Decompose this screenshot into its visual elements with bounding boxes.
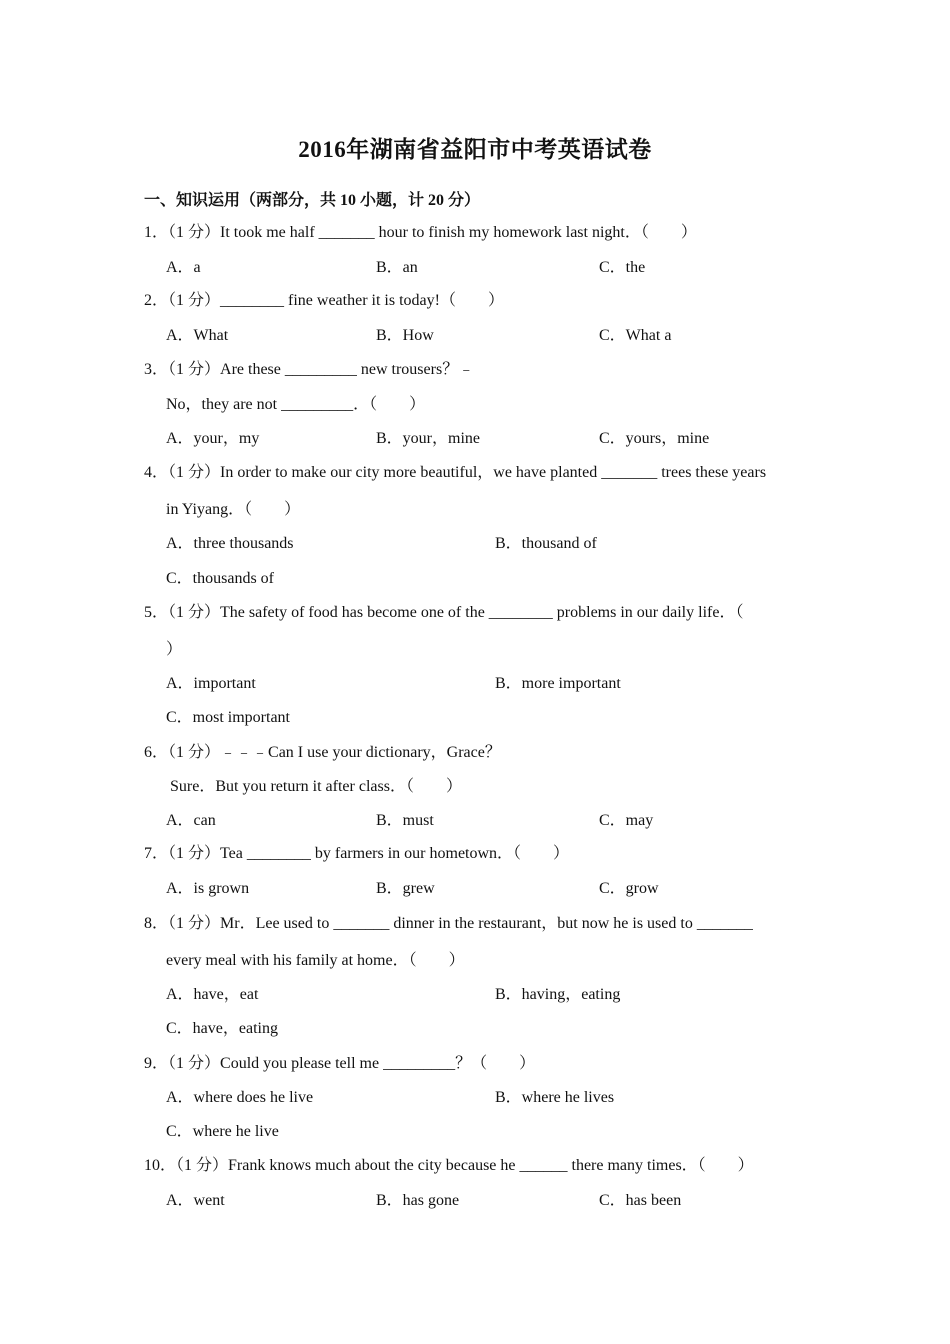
question-number: 9．: [144, 1055, 169, 1072]
question-8: [144, 913, 753, 935]
option-a: A．can: [166, 812, 216, 829]
question-6-line-2: Sure．But you return it after class．（ ）: [170, 778, 462, 795]
question-number: 7．: [144, 845, 169, 862]
option-a: A．have，eat: [166, 986, 259, 1003]
option-b: B．where he lives: [495, 1089, 615, 1106]
option-c: C．What a: [599, 327, 672, 344]
option-c: C．thousands of: [166, 570, 275, 587]
option-b: B．must: [376, 812, 434, 829]
question-3-line-2: No，they are not _________．（ ）: [166, 396, 426, 413]
question-5-line-2: ）: [166, 641, 183, 658]
option-a: A．went: [166, 1192, 225, 1209]
question-8-line-2: every meal with his family at home．（ ）: [166, 952, 465, 969]
question-number: 3．: [144, 361, 169, 378]
question-number: 10．: [144, 1157, 177, 1174]
question-1: [144, 222, 697, 244]
option-b: B．grew: [376, 880, 435, 897]
question-9: [144, 1053, 535, 1075]
question-number: 2．: [144, 292, 169, 309]
option-b: B．having，eating: [495, 986, 621, 1003]
question-text: （1 分）﹣﹣﹣Can I use your dictionary，Grace？: [168, 744, 501, 761]
option-a: A．important: [166, 675, 256, 692]
question-text: （1 分）In order to make our city more beautiful，we have planted _______ trees these years: [168, 464, 767, 481]
option-b: B．more important: [495, 675, 621, 692]
option-c: C．may: [599, 812, 654, 829]
question-10: [144, 1155, 754, 1177]
option-c: C．have，eating: [166, 1020, 278, 1037]
option-c: C．grow: [599, 880, 659, 897]
question-text: （1 分）It took me half _______ hour to finish my homework last night．（ ）: [168, 224, 697, 241]
option-a: A．What: [166, 327, 229, 344]
option-b: B．your，mine: [376, 430, 480, 447]
option-c: C．most important: [166, 709, 291, 726]
option-c: C．has been: [599, 1192, 682, 1209]
question-4-line-2: in Yiyang．（ ）: [166, 501, 301, 518]
option-b: B．an: [376, 259, 418, 276]
question-text: （1 分）Frank knows much about the city because he ______ there many times．（ ）: [176, 1157, 754, 1174]
question-number: 1．: [144, 224, 169, 241]
question-text: （1 分）Are these _________ new trousers？﹣: [168, 361, 475, 378]
option-c: C．the: [599, 259, 646, 276]
question-number: 5．: [144, 604, 169, 621]
option-a: A．a: [166, 259, 201, 276]
option-c: C．yours，mine: [599, 430, 710, 447]
option-a: A．is grown: [166, 880, 250, 897]
question-6: [144, 742, 501, 764]
question-text: （1 分）Mr．Lee used to _______ dinner in the restaurant，but now he is used to _______: [168, 915, 753, 932]
question-5: [144, 602, 743, 624]
question-text: （1 分）Tea ________ by farmers in our hometown．（ ）: [168, 845, 570, 862]
option-a: A．three thousands: [166, 535, 294, 552]
question-number: 8．: [144, 915, 169, 932]
question-7: [144, 843, 569, 865]
question-text: （1 分）The safety of food has become one of the ________ problems in our daily life．（: [168, 604, 744, 621]
exam-title: 2016年湖南省益阳市中考英语试卷: [298, 137, 652, 162]
option-b: B．thousand of: [495, 535, 597, 552]
question-4: [144, 462, 766, 484]
section-heading: 一、知识运用（两部分，共 10 小题，计 20 分）: [144, 192, 481, 209]
question-number: 4．: [144, 464, 169, 481]
option-b: B．has gone: [376, 1192, 460, 1209]
option-c: C．where he live: [166, 1123, 279, 1140]
option-b: B．How: [376, 327, 434, 344]
question-3: [144, 359, 474, 381]
question-number: 6．: [144, 744, 169, 761]
option-a: A．where does he live: [166, 1089, 314, 1106]
question-2: [144, 290, 504, 312]
question-text: （1 分）Could you please tell me _________？（ ）: [168, 1055, 536, 1072]
option-a: A．your，my: [166, 430, 260, 447]
question-text: （1 分）________ fine weather it is today!（ ）: [168, 292, 504, 309]
